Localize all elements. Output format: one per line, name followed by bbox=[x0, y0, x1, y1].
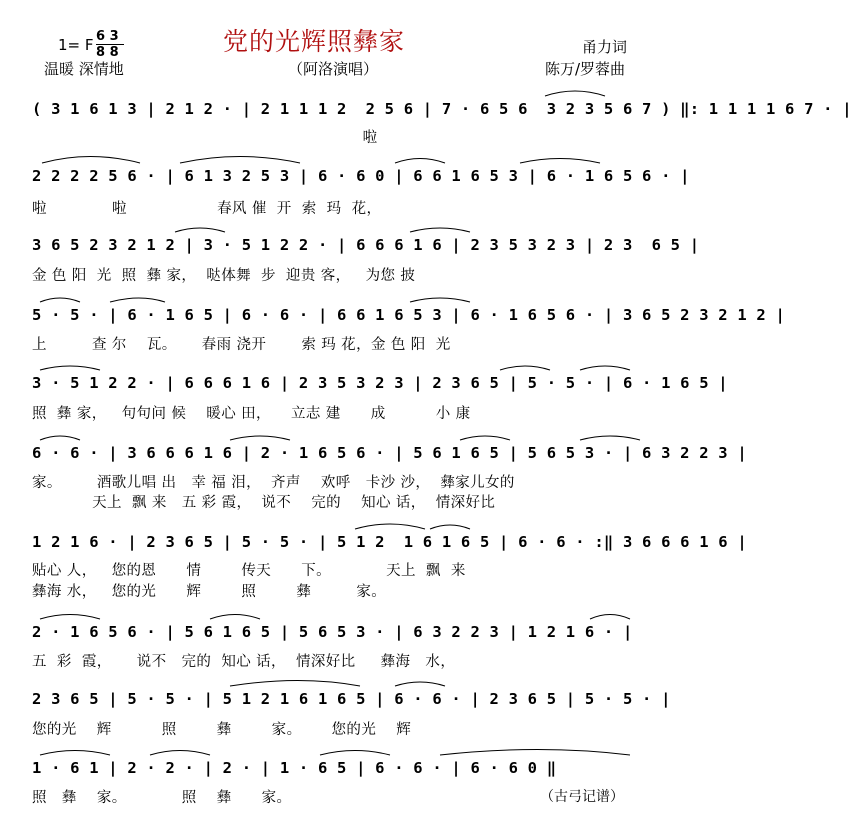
notation-line: 2 2 2 2 5 6 · | 6 1 3 2 5 3 | 6 · 6 0 | 6 6 1 6 5 3 | 6 · 1 6 5 6 · | bbox=[32, 167, 690, 185]
lyric-line: 天上 飘 来 五 彩 霞， 说不 完的 知心 话， 情深好比 bbox=[32, 495, 496, 511]
notation-line: 2 · 1 6 5 6 · | 5 6 1 6 5 | 5 6 5 3 · | 6 3 2 2 3 | 1 2 1 6 · | bbox=[32, 623, 633, 641]
notation-line: 3 · 5 1 2 2 · | 6 6 6 1 6 | 2 3 5 3 2 3 | 2 3 6 5 | 5 · 5 · | 6 · 1 6 5 | bbox=[32, 374, 728, 392]
key-signature: 1= F bbox=[58, 36, 94, 54]
meter-top: 6 3 bbox=[96, 29, 119, 44]
notation-line: ( 3 1 6 1 3 | 2 1 2 · | 2 1 1 1 2 2 5 6 | 7 · 6 5 6 3 2 3 5 6 7 ) ‖: 1 1 1 1 6 7 · | bbox=[32, 100, 852, 118]
lyric-line: 您的光 辉 照 彝 家。 您的光 辉 bbox=[32, 722, 412, 738]
notation-line: 2 3 6 5 | 5 · 5 · | 5 1 2 1 6 1 6 5 | 6 · 6 · | 2 3 6 5 | 5 · 5 · | bbox=[32, 690, 671, 708]
transcriber-credit: （古弓记谱） bbox=[540, 789, 624, 805]
lyric-line: 啦 bbox=[32, 130, 378, 146]
song-title: 党的光辉照彝家 bbox=[223, 27, 406, 56]
lyric-line: 贴心 人， 您的恩 情 传天 下。 天上 飘 来 bbox=[32, 563, 466, 579]
performer: （阿洛演唱） bbox=[288, 60, 379, 78]
notation-line: 1 2 1 6 · | 2 3 6 5 | 5 · 5 · | 5 1 2 1 6 1 6 5 | 6 · 6 · :‖ 3 6 6 6 1 6 | bbox=[32, 533, 747, 551]
composer: 陈万/罗蓉曲 bbox=[545, 60, 626, 78]
lyric-line: 照 彝 家， 句句问 候 暖心 田， 立志 建 成 小 康 bbox=[32, 406, 471, 422]
notation-line: 5 · 5 · | 6 · 1 6 5 | 6 · 6 · | 6 6 1 6 5 3 | 6 · 1 6 5 6 · | 3 6 5 2 3 2 1 2 | bbox=[32, 306, 786, 324]
meter-bottom: 8 8 bbox=[96, 45, 119, 60]
notation-line: 6 · 6 · | 3 6 6 6 1 6 | 2 · 1 6 5 6 · | 5 6 1 6 5 | 5 6 5 3 · | 6 3 2 2 3 | bbox=[32, 444, 747, 462]
notation-line: 3 6 5 2 3 2 1 2 | 3 · 5 1 2 2 · | 6 6 6 1 6 | 2 3 5 3 2 3 | 2 3 6 5 | bbox=[32, 236, 700, 254]
lyric-line: 家。 酒歌儿唱 出 幸 福 泪， 齐声 欢呼 卡沙 沙， 彝家儿女的 bbox=[32, 475, 515, 491]
lyricist: 甬力词 bbox=[582, 38, 628, 56]
lyric-line: 彝海 水， 您的光 辉 照 彝 家。 bbox=[32, 584, 387, 600]
lyric-line: 五 彩 霞， 说不 完的 知心 话， 情深好比 彝海 水， bbox=[32, 654, 456, 670]
lyric-line: 金 色 阳 光 照 彝 家， 哒体舞 步 迎贵 客， 为您 披 bbox=[32, 268, 416, 284]
lyric-line: 上 查 尔 瓦。 春雨 浇开 索 玛 花，金 色 阳 光 bbox=[32, 337, 451, 353]
notation-line: 1 · 6 1 | 2 · 2 · | 2 · | 1 · 6 5 | 6 · 6 · | 6 · 6 0 ‖ bbox=[32, 759, 557, 777]
lyric-line: 照 彝 家。 照 彝 家。 bbox=[32, 790, 377, 806]
tempo-marking: 温暖 深情地 bbox=[44, 60, 124, 78]
lyric-line: 啦 啦 春风 催 开 索 玛 花， bbox=[32, 201, 382, 217]
